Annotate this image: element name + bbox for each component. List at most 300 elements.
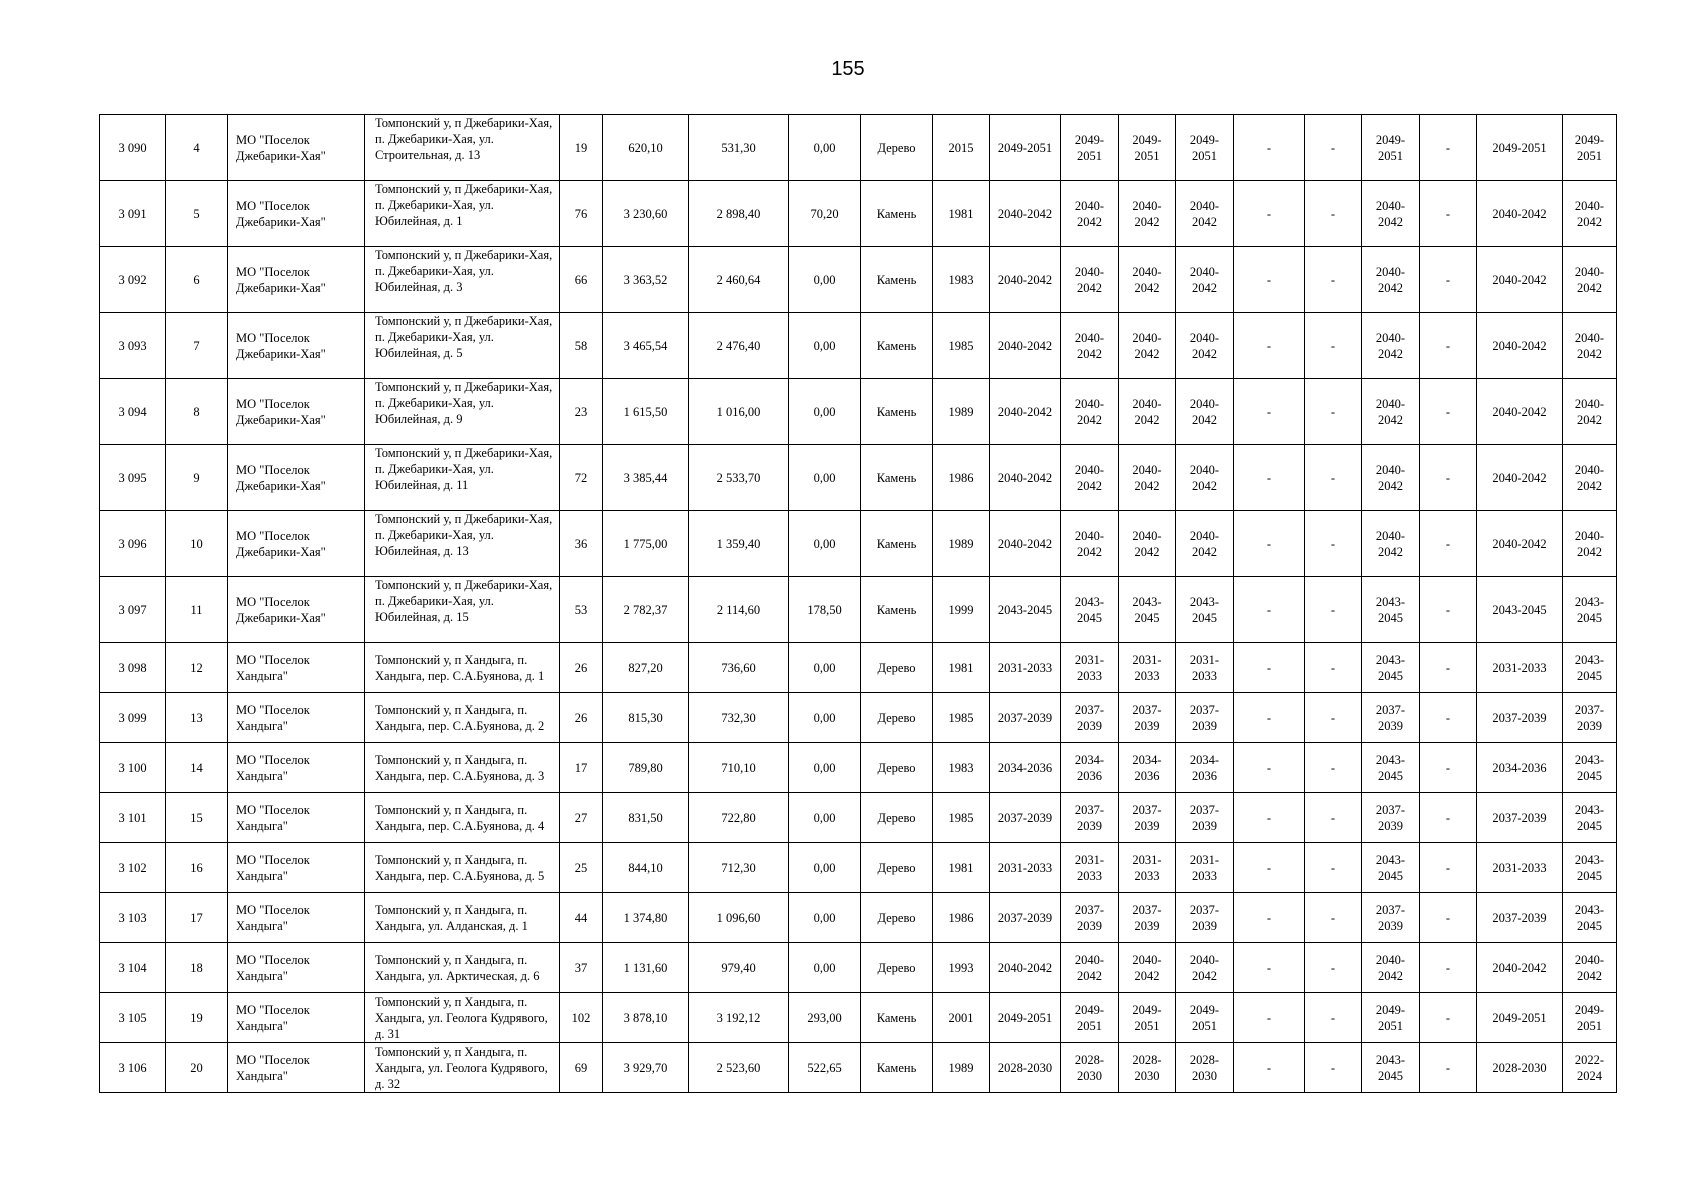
cell-residents: 26 — [560, 693, 603, 743]
cell-period-col-9: 2037-2039 — [1477, 793, 1563, 843]
page-number: 155 — [831, 58, 865, 80]
cell-period-col-9: 2043-2045 — [1477, 577, 1563, 643]
cell-wall-material: Дерево — [861, 643, 933, 693]
cell-residential-area: 1 359,40 — [689, 511, 789, 577]
cell-address: Томпонский у, п Джебарики-Хая, п. Джебарики-Хая, ул. Юбилейная, д. 11 — [365, 445, 560, 511]
cell-row-number: 9 — [166, 445, 228, 511]
cell-period-col-7: 2043-2045 — [1362, 743, 1420, 793]
cell-address: Томпонский у, п Хандыга, п. Хандыга, пер. С.А.Буянова, д. 2 — [365, 693, 560, 743]
cell-period-col-9: 2040-2042 — [1477, 943, 1563, 993]
cell-period-col-10: 2037-2039 — [1563, 693, 1617, 743]
cell-row-number: 15 — [166, 793, 228, 843]
cell-nonresidential-area: 70,20 — [789, 181, 861, 247]
cell-period-col-1: 2031-2033 — [990, 643, 1061, 693]
cell-wall-material: Камень — [861, 445, 933, 511]
cell-row-number: 16 — [166, 843, 228, 893]
cell-period-col-1: 2040-2042 — [990, 247, 1061, 313]
cell-period-col-8: - — [1420, 743, 1477, 793]
cell-address: Томпонский у, п Хандыга, п. Хандыга, пер. С.А.Буянова, д. 5 — [365, 843, 560, 893]
cell-address: Томпонский у, п Джебарики-Хая, п. Джебарики-Хая, ул. Юбилейная, д. 15 — [365, 577, 560, 643]
cell-nonresidential-area: 0,00 — [789, 511, 861, 577]
cell-total-area: 827,20 — [603, 643, 689, 693]
housing-registry-table — [99, 114, 1617, 1093]
cell-wall-material: Дерево — [861, 893, 933, 943]
cell-commission-year: 1993 — [933, 943, 990, 993]
cell-period-col-8: - — [1420, 643, 1477, 693]
cell-period-col-7: 2043-2045 — [1362, 577, 1420, 643]
table-row — [100, 247, 1617, 313]
cell-period-col-10: 2040-2042 — [1563, 379, 1617, 445]
cell-period-col-1: 2028-2030 — [990, 1043, 1061, 1093]
cell-period-col-2: 2040-2042 — [1061, 247, 1119, 313]
cell-total-area: 844,10 — [603, 843, 689, 893]
cell-residential-area: 1 096,60 — [689, 893, 789, 943]
cell-period-col-10: 2040-2042 — [1563, 313, 1617, 379]
table-row — [100, 643, 1617, 693]
cell-wall-material: Дерево — [861, 843, 933, 893]
cell-period-col-9: 2040-2042 — [1477, 511, 1563, 577]
cell-row-number: 18 — [166, 943, 228, 993]
cell-period-col-10: 2040-2042 — [1563, 247, 1617, 313]
cell-period-col-3: 2040-2042 — [1119, 943, 1176, 993]
cell-period-col-4: 2040-2042 — [1176, 943, 1234, 993]
cell-commission-year: 2015 — [933, 115, 990, 181]
cell-period-col-1: 2049-2051 — [990, 115, 1061, 181]
cell-period-col-7: 2049-2051 — [1362, 993, 1420, 1043]
cell-period-col-9: 2040-2042 — [1477, 445, 1563, 511]
cell-period-col-1: 2037-2039 — [990, 893, 1061, 943]
cell-residential-area: 979,40 — [689, 943, 789, 993]
cell-address: Томпонский у, п Хандыга, п. Хандыга, ул. Алданская, д. 1 — [365, 893, 560, 943]
cell-nonresidential-area: 522,65 — [789, 1043, 861, 1093]
cell-period-col-1: 2040-2042 — [990, 379, 1061, 445]
table-row — [100, 743, 1617, 793]
cell-period-col-10: 2049-2051 — [1563, 115, 1617, 181]
cell-period-col-4: 2049-2051 — [1176, 115, 1234, 181]
cell-row-number: 17 — [166, 893, 228, 943]
cell-municipality: МО "Поселок Хандыга" — [228, 643, 365, 693]
cell-total-area: 2 782,37 — [603, 577, 689, 643]
cell-period-col-9: 2040-2042 — [1477, 379, 1563, 445]
cell-wall-material: Дерево — [861, 743, 933, 793]
cell-period-col-4: 2031-2033 — [1176, 843, 1234, 893]
cell-period-col-10: 2043-2045 — [1563, 893, 1617, 943]
cell-period-col-9: 2037-2039 — [1477, 693, 1563, 743]
cell-commission-year: 1989 — [933, 511, 990, 577]
cell-municipality: МО "Поселок Хандыга" — [228, 843, 365, 893]
cell-residents: 26 — [560, 643, 603, 693]
cell-period-col-10: 2043-2045 — [1563, 793, 1617, 843]
cell-row-id: 3 101 — [100, 793, 166, 843]
cell-period-col-2: 2040-2042 — [1061, 313, 1119, 379]
cell-row-number: 7 — [166, 313, 228, 379]
cell-period-col-7: 2043-2045 — [1362, 843, 1420, 893]
cell-residents: 27 — [560, 793, 603, 843]
cell-nonresidential-area: 0,00 — [789, 379, 861, 445]
cell-total-area: 1 374,80 — [603, 893, 689, 943]
cell-row-id: 3 095 — [100, 445, 166, 511]
cell-period-col-9: 2040-2042 — [1477, 181, 1563, 247]
cell-residents: 37 — [560, 943, 603, 993]
cell-period-col-4: 2049-2051 — [1176, 993, 1234, 1043]
cell-period-col-4: 2028-2030 — [1176, 1043, 1234, 1093]
cell-period-col-10: 2040-2042 — [1563, 511, 1617, 577]
cell-wall-material: Дерево — [861, 115, 933, 181]
cell-period-col-3: 2031-2033 — [1119, 643, 1176, 693]
cell-period-col-2: 2040-2042 — [1061, 511, 1119, 577]
cell-period-col-6: - — [1305, 943, 1362, 993]
cell-total-area: 3 929,70 — [603, 1043, 689, 1093]
cell-residents: 58 — [560, 313, 603, 379]
table-row — [100, 181, 1617, 247]
cell-row-number: 12 — [166, 643, 228, 693]
cell-residents: 17 — [560, 743, 603, 793]
cell-period-col-6: - — [1305, 693, 1362, 743]
cell-period-col-4: 2040-2042 — [1176, 181, 1234, 247]
cell-period-col-4: 2040-2042 — [1176, 379, 1234, 445]
cell-period-col-5: - — [1234, 313, 1305, 379]
cell-wall-material: Камень — [861, 511, 933, 577]
cell-commission-year: 1985 — [933, 313, 990, 379]
cell-row-id: 3 105 — [100, 993, 166, 1043]
cell-period-col-10: 2043-2045 — [1563, 843, 1617, 893]
cell-period-col-9: 2049-2051 — [1477, 993, 1563, 1043]
cell-period-col-4: 2040-2042 — [1176, 511, 1234, 577]
cell-period-col-3: 2049-2051 — [1119, 993, 1176, 1043]
cell-period-col-7: 2040-2042 — [1362, 181, 1420, 247]
cell-period-col-7: 2040-2042 — [1362, 943, 1420, 993]
cell-period-col-8: - — [1420, 943, 1477, 993]
cell-residents: 23 — [560, 379, 603, 445]
cell-nonresidential-area: 0,00 — [789, 943, 861, 993]
cell-row-id: 3 092 — [100, 247, 166, 313]
cell-period-col-5: - — [1234, 445, 1305, 511]
cell-period-col-1: 2043-2045 — [990, 577, 1061, 643]
cell-municipality: МО "Поселок Джебарики-Хая" — [228, 181, 365, 247]
cell-address: Томпонский у, п Джебарики-Хая, п. Джебарики-Хая, ул. Юбилейная, д. 1 — [365, 181, 560, 247]
cell-address: Томпонский у, п Джебарики-Хая, п. Джебарики-Хая, ул. Юбилейная, д. 9 — [365, 379, 560, 445]
cell-period-col-4: 2040-2042 — [1176, 313, 1234, 379]
cell-period-col-1: 2037-2039 — [990, 693, 1061, 743]
cell-wall-material: Камень — [861, 181, 933, 247]
cell-total-area: 3 363,52 — [603, 247, 689, 313]
cell-period-col-6: - — [1305, 511, 1362, 577]
cell-period-col-2: 2037-2039 — [1061, 693, 1119, 743]
cell-commission-year: 1985 — [933, 793, 990, 843]
cell-commission-year: 1986 — [933, 445, 990, 511]
cell-nonresidential-area: 293,00 — [789, 993, 861, 1043]
table-row — [100, 445, 1617, 511]
cell-period-col-6: - — [1305, 379, 1362, 445]
cell-period-col-8: - — [1420, 993, 1477, 1043]
cell-total-area: 3 230,60 — [603, 181, 689, 247]
cell-period-col-10: 2049-2051 — [1563, 993, 1617, 1043]
cell-period-col-8: - — [1420, 793, 1477, 843]
cell-row-id: 3 096 — [100, 511, 166, 577]
cell-row-number: 4 — [166, 115, 228, 181]
cell-period-col-2: 2040-2042 — [1061, 943, 1119, 993]
cell-residents: 69 — [560, 1043, 603, 1093]
cell-nonresidential-area: 0,00 — [789, 247, 861, 313]
cell-nonresidential-area: 0,00 — [789, 793, 861, 843]
cell-nonresidential-area: 0,00 — [789, 843, 861, 893]
cell-residential-area: 712,30 — [689, 843, 789, 893]
cell-address: Томпонский у, п Хандыга, п. Хандыга, пер. С.А.Буянова, д. 3 — [365, 743, 560, 793]
cell-period-col-6: - — [1305, 993, 1362, 1043]
cell-period-col-6: - — [1305, 445, 1362, 511]
cell-nonresidential-area: 0,00 — [789, 115, 861, 181]
cell-period-col-9: 2028-2030 — [1477, 1043, 1563, 1093]
cell-address: Томпонский у, п Джебарики-Хая, п. Джебарики-Хая, ул. Юбилейная, д. 3 — [365, 247, 560, 313]
cell-period-col-8: - — [1420, 445, 1477, 511]
cell-period-col-10: 2043-2045 — [1563, 743, 1617, 793]
cell-municipality: МО "Поселок Хандыга" — [228, 893, 365, 943]
cell-address: Томпонский у, п Хандыга, п. Хандыга, ул. Геолога Кудрявого, д. 32 — [365, 1043, 560, 1093]
table-row — [100, 893, 1617, 943]
cell-period-col-2: 2040-2042 — [1061, 445, 1119, 511]
cell-period-col-3: 2037-2039 — [1119, 693, 1176, 743]
cell-address: Томпонский у, п Хандыга, п. Хандыга, ул. Геолога Кудрявого, д. 31 — [365, 993, 560, 1043]
cell-address: Томпонский у, п Хандыга, п. Хандыга, пер. С.А.Буянова, д. 4 — [365, 793, 560, 843]
cell-period-col-2: 2049-2051 — [1061, 115, 1119, 181]
cell-period-col-7: 2037-2039 — [1362, 793, 1420, 843]
cell-wall-material: Дерево — [861, 943, 933, 993]
cell-period-col-1: 2037-2039 — [990, 793, 1061, 843]
cell-commission-year: 1986 — [933, 893, 990, 943]
cell-period-col-7: 2037-2039 — [1362, 693, 1420, 743]
cell-residents: 102 — [560, 993, 603, 1043]
cell-residential-area: 531,30 — [689, 115, 789, 181]
cell-row-id: 3 099 — [100, 693, 166, 743]
cell-period-col-5: - — [1234, 247, 1305, 313]
cell-period-col-8: - — [1420, 693, 1477, 743]
cell-period-col-8: - — [1420, 843, 1477, 893]
cell-address: Томпонский у, п Джебарики-Хая, п. Джебарики-Хая, ул. Юбилейная, д. 13 — [365, 511, 560, 577]
cell-residential-area: 2 523,60 — [689, 1043, 789, 1093]
cell-period-col-9: 2040-2042 — [1477, 313, 1563, 379]
cell-period-col-1: 2040-2042 — [990, 511, 1061, 577]
cell-commission-year: 1983 — [933, 247, 990, 313]
cell-period-col-1: 2049-2051 — [990, 993, 1061, 1043]
cell-period-col-4: 2037-2039 — [1176, 893, 1234, 943]
cell-period-col-5: - — [1234, 511, 1305, 577]
cell-municipality: МО "Поселок Хандыга" — [228, 693, 365, 743]
cell-period-col-8: - — [1420, 511, 1477, 577]
cell-row-id: 3 091 — [100, 181, 166, 247]
cell-period-col-3: 2049-2051 — [1119, 115, 1176, 181]
cell-total-area: 3 465,54 — [603, 313, 689, 379]
cell-municipality: МО "Поселок Хандыга" — [228, 1043, 365, 1093]
table-row — [100, 1043, 1617, 1093]
cell-period-col-1: 2031-2033 — [990, 843, 1061, 893]
cell-residents: 19 — [560, 115, 603, 181]
cell-period-col-4: 2037-2039 — [1176, 793, 1234, 843]
cell-row-number: 5 — [166, 181, 228, 247]
cell-row-id: 3 100 — [100, 743, 166, 793]
cell-period-col-10: 2022-2024 — [1563, 1043, 1617, 1093]
cell-residential-area: 2 476,40 — [689, 313, 789, 379]
table-body — [100, 115, 1617, 1093]
cell-period-col-8: - — [1420, 181, 1477, 247]
cell-wall-material: Камень — [861, 379, 933, 445]
cell-period-col-8: - — [1420, 893, 1477, 943]
cell-residential-area: 710,10 — [689, 743, 789, 793]
cell-period-col-8: - — [1420, 1043, 1477, 1093]
cell-wall-material: Камень — [861, 577, 933, 643]
cell-period-col-2: 2028-2030 — [1061, 1043, 1119, 1093]
cell-period-col-3: 2037-2039 — [1119, 793, 1176, 843]
cell-period-col-6: - — [1305, 893, 1362, 943]
cell-residential-area: 732,30 — [689, 693, 789, 743]
cell-period-col-4: 2037-2039 — [1176, 693, 1234, 743]
cell-period-col-8: - — [1420, 313, 1477, 379]
table-row — [100, 793, 1617, 843]
table-row — [100, 693, 1617, 743]
cell-row-id: 3 097 — [100, 577, 166, 643]
cell-period-col-3: 2040-2042 — [1119, 511, 1176, 577]
cell-period-col-2: 2031-2033 — [1061, 643, 1119, 693]
cell-residential-area: 2 533,70 — [689, 445, 789, 511]
cell-period-col-3: 2040-2042 — [1119, 247, 1176, 313]
cell-row-id: 3 103 — [100, 893, 166, 943]
cell-commission-year: 1985 — [933, 693, 990, 743]
cell-period-col-3: 2040-2042 — [1119, 379, 1176, 445]
cell-period-col-6: - — [1305, 115, 1362, 181]
cell-period-col-3: 2043-2045 — [1119, 577, 1176, 643]
cell-total-area: 831,50 — [603, 793, 689, 843]
cell-commission-year: 1999 — [933, 577, 990, 643]
cell-period-col-6: - — [1305, 1043, 1362, 1093]
cell-nonresidential-area: 0,00 — [789, 313, 861, 379]
cell-total-area: 1 775,00 — [603, 511, 689, 577]
cell-municipality: МО "Поселок Хандыга" — [228, 993, 365, 1043]
cell-period-col-3: 2034-2036 — [1119, 743, 1176, 793]
cell-period-col-6: - — [1305, 181, 1362, 247]
table-row — [100, 577, 1617, 643]
cell-residents: 76 — [560, 181, 603, 247]
cell-residents: 44 — [560, 893, 603, 943]
cell-row-number: 10 — [166, 511, 228, 577]
cell-period-col-7: 2040-2042 — [1362, 247, 1420, 313]
cell-period-col-3: 2031-2033 — [1119, 843, 1176, 893]
cell-row-id: 3 104 — [100, 943, 166, 993]
cell-period-col-10: 2040-2042 — [1563, 181, 1617, 247]
cell-wall-material: Камень — [861, 993, 933, 1043]
cell-municipality: МО "Поселок Хандыга" — [228, 743, 365, 793]
cell-period-col-5: - — [1234, 115, 1305, 181]
cell-period-col-7: 2040-2042 — [1362, 379, 1420, 445]
cell-period-col-3: 2028-2030 — [1119, 1043, 1176, 1093]
cell-total-area: 3 878,10 — [603, 993, 689, 1043]
cell-residents: 53 — [560, 577, 603, 643]
cell-period-col-4: 2031-2033 — [1176, 643, 1234, 693]
cell-row-id: 3 098 — [100, 643, 166, 693]
cell-period-col-7: 2049-2051 — [1362, 115, 1420, 181]
cell-total-area: 789,80 — [603, 743, 689, 793]
cell-total-area: 1 131,60 — [603, 943, 689, 993]
cell-commission-year: 1981 — [933, 181, 990, 247]
cell-residents: 72 — [560, 445, 603, 511]
cell-row-id: 3 090 — [100, 115, 166, 181]
cell-municipality: МО "Поселок Джебарики-Хая" — [228, 577, 365, 643]
cell-period-col-6: - — [1305, 843, 1362, 893]
cell-period-col-9: 2031-2033 — [1477, 843, 1563, 893]
cell-period-col-1: 2040-2042 — [990, 181, 1061, 247]
cell-period-col-10: 2040-2042 — [1563, 943, 1617, 993]
cell-row-number: 8 — [166, 379, 228, 445]
table-row — [100, 843, 1617, 893]
cell-wall-material: Дерево — [861, 793, 933, 843]
cell-address: Томпонский у, п Джебарики-Хая, п. Джебарики-Хая, ул. Строительная, д. 13 — [365, 115, 560, 181]
cell-municipality: МО "Поселок Джебарики-Хая" — [228, 445, 365, 511]
cell-row-number: 14 — [166, 743, 228, 793]
cell-period-col-7: 2040-2042 — [1362, 511, 1420, 577]
cell-period-col-6: - — [1305, 247, 1362, 313]
cell-period-col-6: - — [1305, 643, 1362, 693]
cell-period-col-10: 2040-2042 — [1563, 445, 1617, 511]
cell-residential-area: 2 460,64 — [689, 247, 789, 313]
cell-total-area: 1 615,50 — [603, 379, 689, 445]
cell-commission-year: 1989 — [933, 379, 990, 445]
cell-period-col-10: 2043-2045 — [1563, 643, 1617, 693]
cell-period-col-5: - — [1234, 643, 1305, 693]
cell-address: Томпонский у, п Джебарики-Хая, п. Джебарики-Хая, ул. Юбилейная, д. 5 — [365, 313, 560, 379]
cell-period-col-9: 2049-2051 — [1477, 115, 1563, 181]
cell-period-col-9: 2037-2039 — [1477, 893, 1563, 943]
cell-wall-material: Камень — [861, 247, 933, 313]
table-row — [100, 511, 1617, 577]
cell-residential-area: 3 192,12 — [689, 993, 789, 1043]
table-row — [100, 379, 1617, 445]
cell-nonresidential-area: 178,50 — [789, 577, 861, 643]
cell-row-number: 11 — [166, 577, 228, 643]
cell-period-col-5: - — [1234, 181, 1305, 247]
cell-period-col-9: 2031-2033 — [1477, 643, 1563, 693]
cell-nonresidential-area: 0,00 — [789, 893, 861, 943]
cell-municipality: МО "Поселок Джебарики-Хая" — [228, 379, 365, 445]
cell-period-col-4: 2034-2036 — [1176, 743, 1234, 793]
cell-period-col-8: - — [1420, 577, 1477, 643]
cell-period-col-3: 2040-2042 — [1119, 181, 1176, 247]
cell-municipality: МО "Поселок Джебарики-Хая" — [228, 247, 365, 313]
cell-period-col-9: 2034-2036 — [1477, 743, 1563, 793]
cell-wall-material: Дерево — [861, 693, 933, 743]
cell-address: Томпонский у, п Хандыга, п. Хандыга, ул. Арктическая, д. 6 — [365, 943, 560, 993]
cell-period-col-1: 2034-2036 — [990, 743, 1061, 793]
cell-nonresidential-area: 0,00 — [789, 445, 861, 511]
cell-period-col-5: - — [1234, 743, 1305, 793]
cell-period-col-5: - — [1234, 993, 1305, 1043]
cell-period-col-2: 2049-2051 — [1061, 993, 1119, 1043]
cell-row-id: 3 094 — [100, 379, 166, 445]
table-row — [100, 115, 1617, 181]
table-row — [100, 313, 1617, 379]
cell-period-col-9: 2040-2042 — [1477, 247, 1563, 313]
cell-total-area: 620,10 — [603, 115, 689, 181]
cell-residents: 36 — [560, 511, 603, 577]
cell-nonresidential-area: 0,00 — [789, 743, 861, 793]
cell-period-col-7: 2043-2045 — [1362, 1043, 1420, 1093]
cell-period-col-8: - — [1420, 115, 1477, 181]
cell-row-id: 3 102 — [100, 843, 166, 893]
cell-period-col-2: 2037-2039 — [1061, 793, 1119, 843]
cell-nonresidential-area: 0,00 — [789, 643, 861, 693]
cell-period-col-7: 2043-2045 — [1362, 643, 1420, 693]
cell-period-col-5: - — [1234, 577, 1305, 643]
cell-period-col-7: 2040-2042 — [1362, 445, 1420, 511]
cell-municipality: МО "Поселок Хандыга" — [228, 793, 365, 843]
cell-period-col-2: 2037-2039 — [1061, 893, 1119, 943]
